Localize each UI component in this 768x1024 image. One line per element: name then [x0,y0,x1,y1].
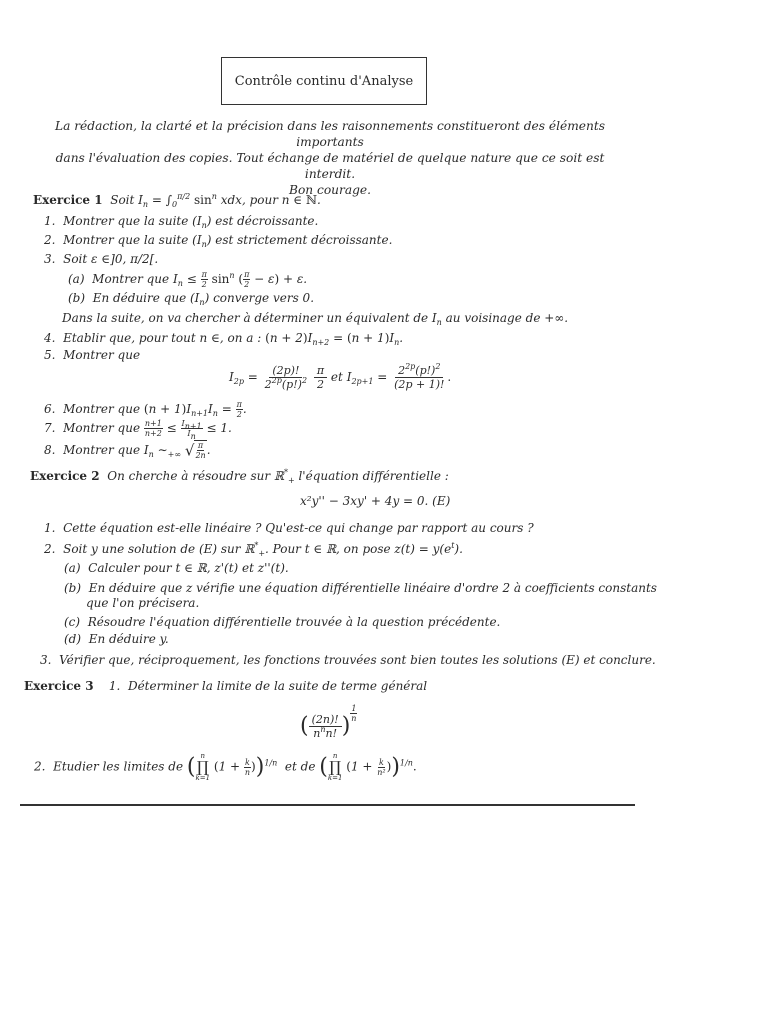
ex2-q3 [40,653,656,667]
ex2-q2c-num: (c) [64,615,81,629]
ex2-q2a [64,561,289,575]
ex1-transition: Dans la suite, on va chercher à déterminer un équivalent de $I_n$ au voisinage de +∞. [62,311,569,327]
ex1-q4-text: Etablir que, pour tout n ∈, on a : [63,331,262,345]
ex1-q8-text: Montrer que [63,443,141,457]
ex2-equation [300,494,450,508]
ex3-q2: 2. Etudier les limites de ( n ∏ k=1 (1 + $\frac{k}{n}$ ))$^{1/n}$ et de ( n ∏ k=1 (1 + $\frac{k}{\text{n²}}$ ))$^{1/n}$. [34,752,417,782]
exam-title [221,57,427,105]
ex1-q8-formula: $I_n$ $\sim_{+\infty}$ √ $\frac{\pi}{2n}$ . [143,441,211,460]
ex1-q3b-end: ) converge vers 0. [204,291,315,305]
ex1-q6-formula: $(n + 1)I_{n+1}I_n$ = $\frac{\pi}{2}$ . [143,400,247,419]
ex2-q1-text: Cette équation est-elle linéaire ? Qu'est-ce qui change par rapport au cours ? [63,521,534,535]
bottom-rule [20,804,635,806]
ex2-q2c-text: Résoudre l'équation différentielle trouvée à la question précédente. [87,615,501,629]
ex2-q1-num: 1. [44,521,56,535]
ex2-q2: 2. Soit y une solution de (E) sur ℝ*$_+$. Pour t ∈ ℝ, on pose $z(t) = y(e^t)$. [44,541,463,558]
ex2-q2d-text: En déduire y. [88,632,169,646]
ex1-q3a-text: Montrer que [92,272,170,286]
instructions-line-3: Bon courage. [288,183,371,197]
ex1-q5-formula: $I_{2p}$ = $\frac{(2p)!}{2^{2p}(p!)^2}$ $\frac{\pi}{2}$ et $I_{2p+1}$ = $\frac{2^{2p}(p!)^2}{(2p + 1)!}$ . [229,362,452,391]
ex1-q6-num: 6. [44,402,56,416]
ex1-q4 [44,331,403,345]
ex1-integral-def: $I_n = \int_0^{\pi/2}$ $\sin^n$ xdx [138,192,242,209]
ex1-q5-num: 5. [44,348,56,362]
ex1-q7 [44,419,232,441]
ex1-q3-num: 3. [44,252,56,266]
ex2-q2b-line-1: En déduire que z vérifie une équation différentielle linéaire d'ordre 2 à coefficients constants [88,581,657,595]
ex1-q6-text: Montrer que [63,402,141,416]
ex3-label: Exercice 3 [24,679,94,693]
ex3-q1-text: Déterminer la limite de la suite de terme général [127,679,428,693]
ex2-q3-text: Vérifier que, réciproquement, les fonctions trouvées sont bien toutes les solutions (E) et conclure. [59,653,656,667]
ex1-q2: 2. Montrer que la suite $(I_n)$ est strictement décroissante. [44,233,393,249]
ex2-q2b [64,581,657,595]
ex2-q2-tail: ). [454,542,463,556]
ex1-intro-prefix: Soit [110,193,135,207]
ex1-q3 [44,252,158,266]
ex2-q3-num: 3. [40,653,52,667]
ex1-q1-num: 1. [44,214,56,228]
exam-title-text: Contrôle continu d'Analyse [234,73,414,89]
instructions-line-1: La rédaction, la clarté et la précision dans les raisonnements constitueront des éléments importants [55,119,605,149]
ex2-q2-end: . Pour t ∈ ℝ, on pose z(t) = y(e [265,542,452,556]
ex1-q2-end: ) est strictement décroissante. [206,233,393,247]
ex2-q2a-num: (a) [64,561,81,575]
ex1-q8-num: 8. [44,443,56,457]
ex1-q1-text: Montrer que la suite (I [63,214,202,228]
ex2-q2b-cont [86,596,199,610]
instructions-line-2: dans l'évaluation des copies. Tout échange de matériel de quelque nature que ce soit est interdit. [55,151,605,181]
ex1-q3-text: Soit ε ∈]0, π/2[. [63,252,159,266]
ex2-q2-num: 2. [44,542,56,556]
ex3-q2-text: Etudier les limites de [53,759,184,774]
ex2-q2c [64,615,500,629]
ex2-q1 [44,521,534,535]
ex1-transition-text: Dans la suite, on va chercher à déterminer un équivalent de I [62,311,437,325]
ex1-q2-text: Montrer que la suite (I [63,233,202,247]
ex1-q5-text: Montrer que [63,348,141,362]
ex2-q2b-line-2: que l'on précisera. [86,596,200,610]
ex1-q1-end: ) est décroissante. [206,214,319,228]
ex1-q3b: (b) En déduire que $(I_n)$ converge vers 0. [68,291,315,307]
ex1-q4-formula: $(n + 2)I_{n+2} = (n + 1)I_n$. [265,331,404,347]
ex2-q2d [64,632,169,646]
ex2-q2a-text: Calculer pour t ∈ ℝ, z'(t) et z''(t). [88,561,289,575]
ex1-q4-num: 4. [44,331,56,345]
ex1-q3a-num: (a) [68,272,85,286]
ex1-q5 [44,348,140,362]
ex2-intro: Exercice 2 On cherche à résoudre sur ℝ*$_+$ l'équation différentielle : [30,468,449,485]
ex1-q3b-text: En déduire que (I [92,291,200,305]
ex1-q6 [44,400,247,419]
ex1-q3b-num: (b) [68,291,86,305]
ex3-q2-and: et de [284,759,316,774]
ex2-intro-text: On cherche à résoudre sur ℝ [107,469,284,483]
ex1-transition-end: au voisinage de +∞. [441,311,569,325]
ex2-intro-end: l'équation différentielle : [294,469,449,483]
ex1-q5-and: et [330,370,343,384]
ex1-q7-formula: $\frac{n+1}{n+2}$ ≤ $\frac{I_{n+1}}{I_n}$ ≤ 1. [144,419,232,441]
ex2-equation-text: x²y'' − 3xy' + 4y = 0. (E) [300,494,451,508]
ex3-q1-num: 1. [108,679,121,693]
ex1-q7-num: 7. [44,421,56,435]
ex1-q2-num: 2. [44,233,56,247]
ex2-label: Exercice 2 [30,469,100,483]
ex3-q1 [24,679,427,693]
ex1-intro [33,193,321,207]
ex2-q2b-num: (b) [64,581,82,595]
ex1-q8 [44,440,211,460]
ex2-q2d-num: (d) [64,632,82,646]
ex1-label: Exercice 1 [33,193,103,207]
ex1-intro-mid: , pour [241,193,278,207]
ex1-n-in-N: n ∈ ℕ. [281,193,321,207]
ex1-q3a [68,270,307,289]
ex1-q1: 1. Montrer que la suite $(I_n)$ est décroissante. [44,214,319,230]
ex3-q1-formula: ( $\frac{(2n)!}{n^nn!}$ ) $^{\frac{1}{n}}$ [300,704,357,740]
ex1-q3a-formula: $I_n$ ≤ $\frac{\pi}{2}$ $\sin^n$ ( $\frac{\pi}{2}$ − ε) + ε. [172,270,308,289]
instructions [30,118,630,198]
ex3-q2-num: 2. [34,759,46,774]
ex2-q2-text: Soit y une solution de (E) sur ℝ [63,542,255,556]
ex1-q7-text: Montrer que [63,421,141,435]
